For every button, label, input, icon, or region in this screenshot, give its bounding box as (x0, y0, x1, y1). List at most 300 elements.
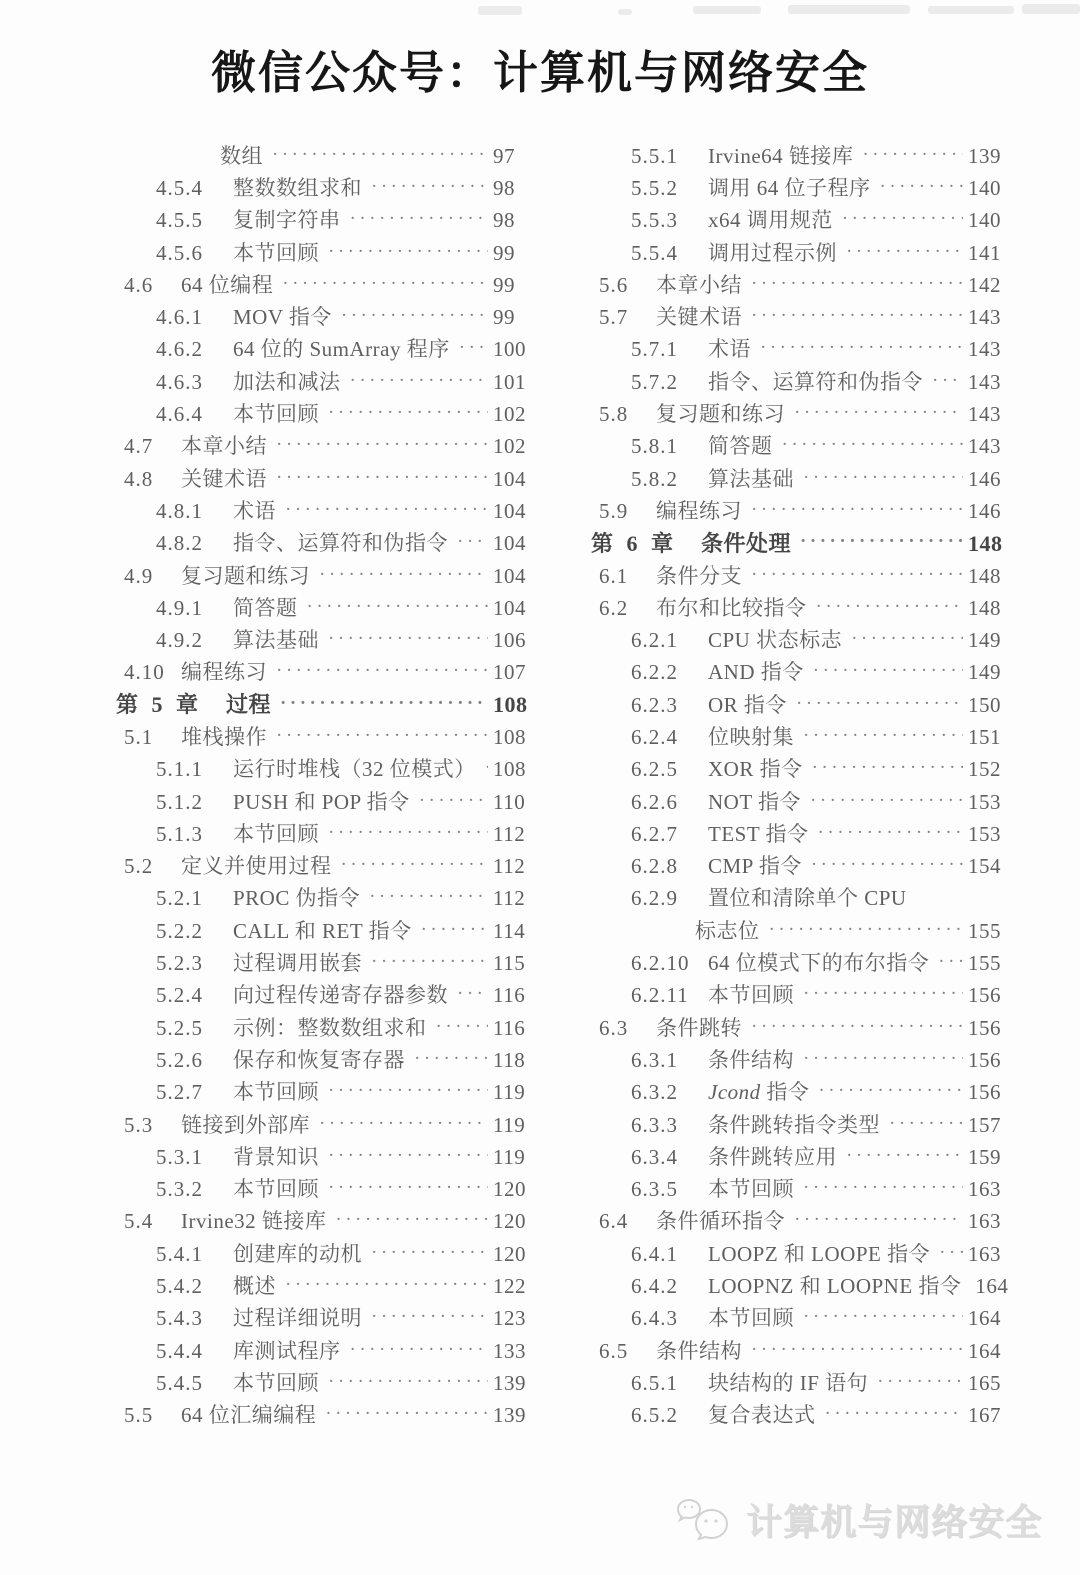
toc-entry (116, 1400, 539, 1432)
toc-column-left (116, 140, 539, 1432)
toc-entry-page: 112 (493, 886, 526, 911)
toc-entry-title: OR 指令 (708, 692, 787, 717)
toc-entry (116, 851, 539, 883)
toc-entry (591, 1400, 1014, 1432)
toc-entry-number: 4.6.1 (156, 305, 203, 330)
toc-entry (591, 1012, 1014, 1044)
toc-entry-number: 6.5 (599, 1338, 629, 1363)
toc-entry-number: 6.3.4 (631, 1144, 678, 1169)
toc-entry-title: x64 调用规范 (708, 208, 833, 233)
toc-entry-title: 条件跳转应用 (708, 1144, 837, 1169)
toc-entry-number: 6.4 (599, 1209, 629, 1234)
toc-entry-number: 5.2 (124, 854, 154, 879)
toc-leader-dots (285, 1275, 488, 1294)
toc-entry-title: 术语 (708, 337, 751, 362)
toc-entry-number: 5.1.3 (156, 821, 203, 846)
toc-entry (591, 334, 1014, 366)
toc-leader-dots (319, 565, 488, 584)
toc-leader-dots (842, 209, 963, 228)
toc-entry-page: 167 (968, 1403, 1001, 1428)
toc-entry-title: 调用 64 位子程序 (708, 175, 871, 200)
toc-entry-title: 本节回顾 (708, 1177, 794, 1202)
toc-leader-dots (335, 1210, 488, 1229)
toc-entry-page: 116 (493, 983, 526, 1008)
toc-entry-number: 5.8 (599, 402, 629, 427)
toc-entry (116, 334, 539, 366)
toc-entry-number: 5.4.4 (156, 1338, 203, 1363)
toc-entry-title: 64 位汇编编程 (181, 1403, 317, 1428)
toc-entry-number: 4.5.5 (156, 208, 203, 233)
toc-entry-title: 编程练习 (656, 498, 742, 523)
toc-entry (116, 1238, 539, 1270)
toc-entry-title: 置位和清除单个 CPU (708, 886, 907, 911)
toc-entry-title: 保存和恢复寄存器 (233, 1047, 405, 1072)
toc-entry-number: 第 5 章 (116, 692, 203, 718)
toc-entry-page: 115 (493, 951, 526, 976)
toc-entry-title: Irvine64 链接库 (708, 143, 854, 168)
toc-entry-number: 4.8 (124, 466, 154, 491)
toc-entry-number: 4.6.3 (156, 369, 203, 394)
toc-entry (116, 883, 539, 915)
toc-entry-number: 4.9 (124, 563, 154, 588)
toc-entry-title: PUSH 和 POP 指令 (233, 789, 410, 814)
toc-entry-title: 本节回顾 (233, 821, 319, 846)
toc-entry-number: 6.3.2 (631, 1080, 678, 1105)
toc-entry-page: 148 (968, 595, 1001, 620)
toc-entry-number: 5.2.3 (156, 951, 203, 976)
toc-leader-dots (325, 1404, 488, 1423)
toc-entry-number: 6.5.2 (631, 1403, 678, 1428)
toc-entry-title: 条件跳转 (656, 1015, 742, 1040)
toc-entry-number: 5.2.4 (156, 983, 203, 1008)
toc-entry-number: 5.5.3 (631, 208, 678, 233)
toc-leader-dots (421, 920, 488, 939)
toc-entry (116, 1109, 539, 1141)
toc-entry-page: 164 (975, 1274, 1009, 1299)
toc-entry-title: 向过程传递寄存器参数 (233, 983, 448, 1008)
toc-entry (116, 172, 539, 204)
toc-entry (116, 657, 539, 689)
toc-entry-number: 5.5.4 (631, 240, 678, 265)
toc-entry (116, 915, 539, 947)
toc-entry-page: 119 (493, 1112, 526, 1137)
toc-entry-number: 5.7.2 (631, 369, 678, 394)
toc-entry-title: 64 位模式下的布尔指令 (708, 951, 930, 976)
toc-entry-title: 条件结构 (708, 1047, 794, 1072)
toc-leader-dots (803, 1178, 963, 1197)
scan-smudge (1022, 4, 1080, 14)
toc-entry (591, 301, 1014, 333)
toc-entry-number: 5.8.2 (631, 466, 678, 491)
toc-entry-page: 155 (968, 918, 1001, 943)
toc-entry-page: 99 (493, 305, 515, 330)
toc-leader-dots (371, 1243, 488, 1262)
toc-entry (591, 172, 1014, 204)
toc-entry (591, 1238, 1014, 1270)
toc-entry-title: MOV 指令 (233, 305, 332, 330)
toc-entry-title: 复制字符串 (233, 208, 341, 233)
toc-entry-title: 本章小结 (181, 434, 267, 459)
toc-entry (591, 366, 1014, 398)
toc-entry-page: 163 (968, 1209, 1001, 1234)
toc-entry-number: 5.4.3 (156, 1306, 203, 1331)
scan-smudge (478, 6, 522, 15)
toc-entry-title: LOOPNZ 和 LOOPNE 指令 (708, 1274, 962, 1299)
toc-entry (591, 398, 1014, 430)
toc-leader-dots (276, 726, 488, 745)
toc-entry (591, 205, 1014, 237)
toc-entry-title: 条件循环指令 (656, 1209, 785, 1234)
toc-leader-dots (459, 338, 488, 357)
toc-entry-title: Jcond 指令 (708, 1080, 810, 1105)
toc-entry-page: 133 (493, 1338, 526, 1363)
toc-entry (116, 818, 539, 850)
toc-leader-dots (276, 661, 488, 680)
toc-entry-page: 110 (493, 789, 526, 814)
toc-entry-number: 5.2.1 (156, 886, 203, 911)
toc-entry-number: 4.5.4 (156, 175, 203, 200)
toc-entry-page: 112 (493, 821, 526, 846)
toc-entry-page: 104 (493, 531, 526, 556)
toc-leader-dots (846, 1146, 963, 1165)
toc-entry-title: 运行时堆栈（32 位模式） (233, 757, 476, 782)
toc-leader-dots (457, 984, 488, 1003)
toc-entry-title: 算法基础 (708, 466, 794, 491)
toc-entry-page: 142 (968, 272, 1001, 297)
toc-entry-title: 本章小结 (656, 272, 742, 297)
toc-leader-dots (803, 1049, 963, 1068)
toc-leader-dots (307, 597, 489, 616)
toc-entry (116, 947, 539, 979)
toc-leader-dots (813, 661, 963, 680)
footer-watermark (674, 1494, 1042, 1545)
toc-entry-title: 布尔和比较指令 (656, 595, 807, 620)
toc-leader-dots (751, 306, 963, 325)
toc-entry (591, 689, 1014, 721)
toc-leader-dots (371, 1307, 488, 1326)
toc-leader-dots (938, 952, 963, 971)
toc-leader-dots (751, 500, 963, 519)
toc-entry-page: 107 (493, 660, 526, 685)
toc-entry (591, 851, 1014, 883)
toc-entry (591, 592, 1014, 624)
toc-entry (116, 1174, 539, 1206)
toc-leader-dots (803, 984, 963, 1003)
toc-entry (116, 431, 539, 463)
toc-entry-title: 64 位的 SumArray 程序 (233, 337, 450, 362)
toc-leader-dots (800, 532, 963, 551)
toc-entry-number: 5.3.2 (156, 1177, 203, 1202)
toc-entry-page: 148 (968, 530, 1003, 556)
toc-entry-title: 本节回顾 (708, 1306, 794, 1331)
toc-entry-number: 5.1.1 (156, 757, 203, 782)
toc-entry-number: 5.5.1 (631, 143, 678, 168)
toc-leader-dots (769, 920, 964, 939)
toc-leader-dots (794, 403, 963, 422)
toc-entry-page: 120 (493, 1177, 526, 1202)
toc-entry-page: 156 (968, 1015, 1001, 1040)
toc-entry-title: 示例：整数数组求和 (233, 1015, 427, 1040)
toc-entry-number: 6.2.10 (631, 951, 690, 976)
toc-entry-title: TEST 指令 (708, 821, 809, 846)
toc-entry-title: 条件结构 (656, 1338, 742, 1363)
toc-leader-dots (851, 629, 963, 648)
toc-entry (116, 689, 539, 721)
toc-entry-page: 120 (493, 1241, 526, 1266)
toc-entry-page: 150 (968, 692, 1001, 717)
toc-entry (591, 495, 1014, 527)
toc-entry-title: 算法基础 (233, 628, 319, 653)
toc-entry (591, 1141, 1014, 1173)
toc-entry-page: 149 (968, 660, 1001, 685)
toc-entry-page: 108 (493, 724, 526, 749)
toc-entry-title: 过程详细说明 (233, 1306, 362, 1331)
toc-entry-number: 4.6 (124, 272, 154, 297)
toc-entry-page: 101 (493, 369, 526, 394)
toc-entry-title: 编程练习 (181, 660, 267, 685)
toc-entry-page: 99 (493, 240, 515, 265)
toc-entry-page: 157 (968, 1112, 1001, 1137)
toc-leader-dots (796, 694, 963, 713)
toc-entry (116, 1012, 539, 1044)
toc-leader-dots (803, 468, 963, 487)
toc-entry-page: 153 (968, 789, 1001, 814)
toc-entry-page: 146 (968, 466, 1001, 491)
scan-smudge (618, 9, 632, 15)
toc-entry (116, 1270, 539, 1302)
toc-entry-page: 119 (493, 1080, 526, 1105)
toc-entry-page: 102 (493, 434, 526, 459)
toc-leader-dots (803, 726, 963, 745)
toc-entry-title: 本节回顾 (233, 240, 319, 265)
toc-entry-number: 4.8.2 (156, 531, 203, 556)
toc-entry-title: 本节回顾 (233, 1370, 319, 1395)
toc-entry (116, 1044, 539, 1076)
toc-entry (591, 1109, 1014, 1141)
toc-leader-dots (282, 274, 488, 293)
toc-entry-title: 背景知识 (233, 1144, 319, 1169)
wechat-chat-bubbles-icon (674, 1497, 738, 1543)
toc-entry-page: 106 (493, 628, 526, 653)
toc-leader-dots (457, 532, 488, 551)
toc-leader-dots (877, 1372, 963, 1391)
toc-entry-number: 5.9 (599, 498, 629, 523)
toc-entry-page: 151 (968, 724, 1001, 749)
toc-entry-page: 114 (493, 918, 526, 943)
toc-leader-dots (328, 823, 488, 842)
toc-leader-dots (341, 855, 489, 874)
toc-entry-number: 6.4.3 (631, 1306, 678, 1331)
table-of-contents (0, 96, 1080, 1432)
toc-entry (116, 140, 539, 172)
toc-entry-number: 第 6 章 (591, 530, 678, 556)
toc-entry-number: 6.3.1 (631, 1047, 678, 1072)
toc-entry-title: 条件跳转指令类型 (708, 1112, 880, 1137)
toc-entry-page: 143 (968, 402, 1001, 427)
toc-entry-title: 条件处理 (701, 530, 792, 556)
toc-leader-dots (285, 500, 488, 519)
toc-entry (591, 947, 1014, 979)
toc-entry-page: 152 (968, 757, 1001, 782)
toc-entry-page: 108 (493, 757, 526, 782)
toc-entry-title: 本节回顾 (708, 983, 794, 1008)
toc-entry-title: 标志位 (695, 918, 760, 943)
toc-leader-dots (818, 1081, 963, 1100)
toc-entry-number: 6.2.4 (631, 724, 678, 749)
toc-entry (116, 205, 539, 237)
toc-entry-title: PROC 伪指令 (233, 886, 361, 911)
toc-entry-number: 6.5.1 (631, 1370, 678, 1395)
toc-entry-title: 调用过程示例 (708, 240, 837, 265)
toc-entry (116, 495, 539, 527)
toc-leader-dots (939, 1243, 963, 1262)
toc-entry (591, 1367, 1014, 1399)
toc-entry (116, 1077, 539, 1109)
toc-entry-number: 6.4.2 (631, 1274, 678, 1299)
toc-entry (591, 883, 1014, 915)
toc-entry-page: 119 (493, 1144, 526, 1169)
toc-leader-dots (862, 145, 963, 164)
toc-leader-dots (276, 435, 488, 454)
scan-smudge (693, 6, 761, 14)
toc-entry-number: 5.4.5 (156, 1370, 203, 1395)
toc-leader-dots (782, 435, 964, 454)
toc-entry-number: 5.8.1 (631, 434, 678, 459)
toc-entry-title: 复习题和练习 (181, 563, 310, 588)
toc-entry-title: 指令、运算符和伪指令 (708, 369, 923, 394)
toc-entry-page: 153 (968, 821, 1001, 846)
toc-entry (591, 269, 1014, 301)
toc-entry (116, 1303, 539, 1335)
toc-entry-title: 定义并使用过程 (181, 854, 332, 879)
toc-entry-title: 堆栈操作 (181, 724, 267, 749)
toc-entry-title: 库测试程序 (233, 1338, 341, 1363)
toc-entry-title: 本节回顾 (233, 1177, 319, 1202)
toc-entry-title: 简答题 (233, 595, 298, 620)
toc-entry-title: 创建库的动机 (233, 1241, 362, 1266)
toc-entry-number: 6.1 (599, 563, 629, 588)
toc-leader-dots (414, 1049, 488, 1068)
toc-leader-dots (328, 1372, 488, 1391)
toc-entry (116, 624, 539, 656)
toc-leader-dots (816, 597, 964, 616)
toc-entry-page: 139 (968, 143, 1001, 168)
toc-entry-number: 4.5.6 (156, 240, 203, 265)
toc-entry (116, 560, 539, 592)
toc-leader-dots (825, 1404, 964, 1423)
toc-entry-page: 164 (968, 1306, 1001, 1331)
toc-entry (591, 657, 1014, 689)
toc-entry (591, 980, 1014, 1012)
toc-leader-dots (751, 274, 963, 293)
toc-entry (116, 754, 539, 786)
toc-entry-page: 98 (493, 175, 515, 200)
toc-leader-dots (371, 952, 488, 971)
toc-leader-dots (272, 145, 488, 164)
toc-entry-page: 140 (968, 175, 1001, 200)
toc-entry-page: 146 (968, 498, 1001, 523)
toc-entry (116, 786, 539, 818)
toc-entry-title: 术语 (233, 498, 276, 523)
toc-leader-dots (328, 242, 488, 261)
toc-entry (116, 301, 539, 333)
toc-entry (591, 237, 1014, 269)
toc-leader-dots (803, 1307, 963, 1326)
toc-leader-dots (889, 1114, 963, 1133)
toc-entry-title: 本节回顾 (233, 402, 319, 427)
toc-leader-dots (810, 791, 963, 810)
toc-entry-page: 149 (968, 628, 1001, 653)
toc-entry-title: 关键术语 (656, 305, 742, 330)
toc-entry-page: 120 (493, 1209, 526, 1234)
toc-entry-page: 123 (493, 1306, 526, 1331)
toc-leader-dots (932, 371, 963, 390)
toc-entry-page: 156 (968, 1080, 1001, 1105)
toc-entry (116, 366, 539, 398)
toc-entry-page: 98 (493, 208, 515, 233)
toc-entry-page: 163 (968, 1241, 1001, 1266)
toc-entry-number: 5.4.1 (156, 1241, 203, 1266)
toc-entry-number: 6.2.11 (631, 983, 689, 1008)
toc-entry-number: 6.2.6 (631, 789, 678, 814)
toc-entry-page: 104 (493, 466, 526, 491)
toc-entry-number: 6.4.1 (631, 1241, 678, 1266)
toc-entry-number: 5.6 (599, 272, 629, 297)
toc-entry-page: 99 (493, 272, 515, 297)
toc-entry (116, 592, 539, 624)
toc-entry-title: 简答题 (708, 434, 773, 459)
scan-smudge (928, 6, 1014, 14)
toc-entry-number: 6.2.5 (631, 757, 678, 782)
toc-entry-number: 5.5.2 (631, 175, 678, 200)
toc-entry-page: 97 (493, 143, 515, 168)
toc-entry-title: LOOPZ 和 LOOPE 指令 (708, 1241, 931, 1266)
toc-entry-page: 118 (493, 1047, 526, 1072)
toc-entry-title: CPU 状态标志 (708, 628, 843, 653)
toc-entry (591, 1077, 1014, 1109)
toc-entry-title: 本节回顾 (233, 1080, 319, 1105)
toc-entry-title: 过程调用嵌套 (233, 951, 362, 976)
toc-entry-number: 6.3 (599, 1015, 629, 1040)
toc-entry (591, 431, 1014, 463)
toc-leader-dots (328, 629, 488, 648)
toc-leader-dots (328, 403, 488, 422)
toc-entry-number: 5.3.1 (156, 1144, 203, 1169)
toc-leader-dots (751, 1017, 963, 1036)
toc-entry-page: 116 (493, 1015, 526, 1040)
toc-entry-number: 5.2.5 (156, 1015, 203, 1040)
toc-entry (591, 786, 1014, 818)
toc-entry-number: 5.5 (124, 1403, 154, 1428)
toc-leader-dots (350, 209, 489, 228)
toc-leader-dots (328, 1146, 488, 1165)
toc-entry-title: Irvine32 链接库 (181, 1209, 327, 1234)
toc-entry-title: 复合表达式 (708, 1403, 816, 1428)
toc-entry-number: 6.2.9 (631, 886, 678, 911)
toc-entry-number: 6.2.7 (631, 821, 678, 846)
toc-entry-number: 5.2.6 (156, 1047, 203, 1072)
toc-leader-dots (350, 371, 489, 390)
toc-leader-dots (751, 565, 963, 584)
toc-entry (591, 721, 1014, 753)
toc-entry (591, 624, 1014, 656)
toc-entry-number: 5.2.7 (156, 1080, 203, 1105)
toc-leader-dots (328, 1178, 488, 1197)
toc-entry-title: 条件分支 (656, 563, 742, 588)
toc-entry (116, 463, 539, 495)
toc-entry-page: 104 (493, 498, 526, 523)
toc-entry-number: 5.2.2 (156, 918, 203, 943)
